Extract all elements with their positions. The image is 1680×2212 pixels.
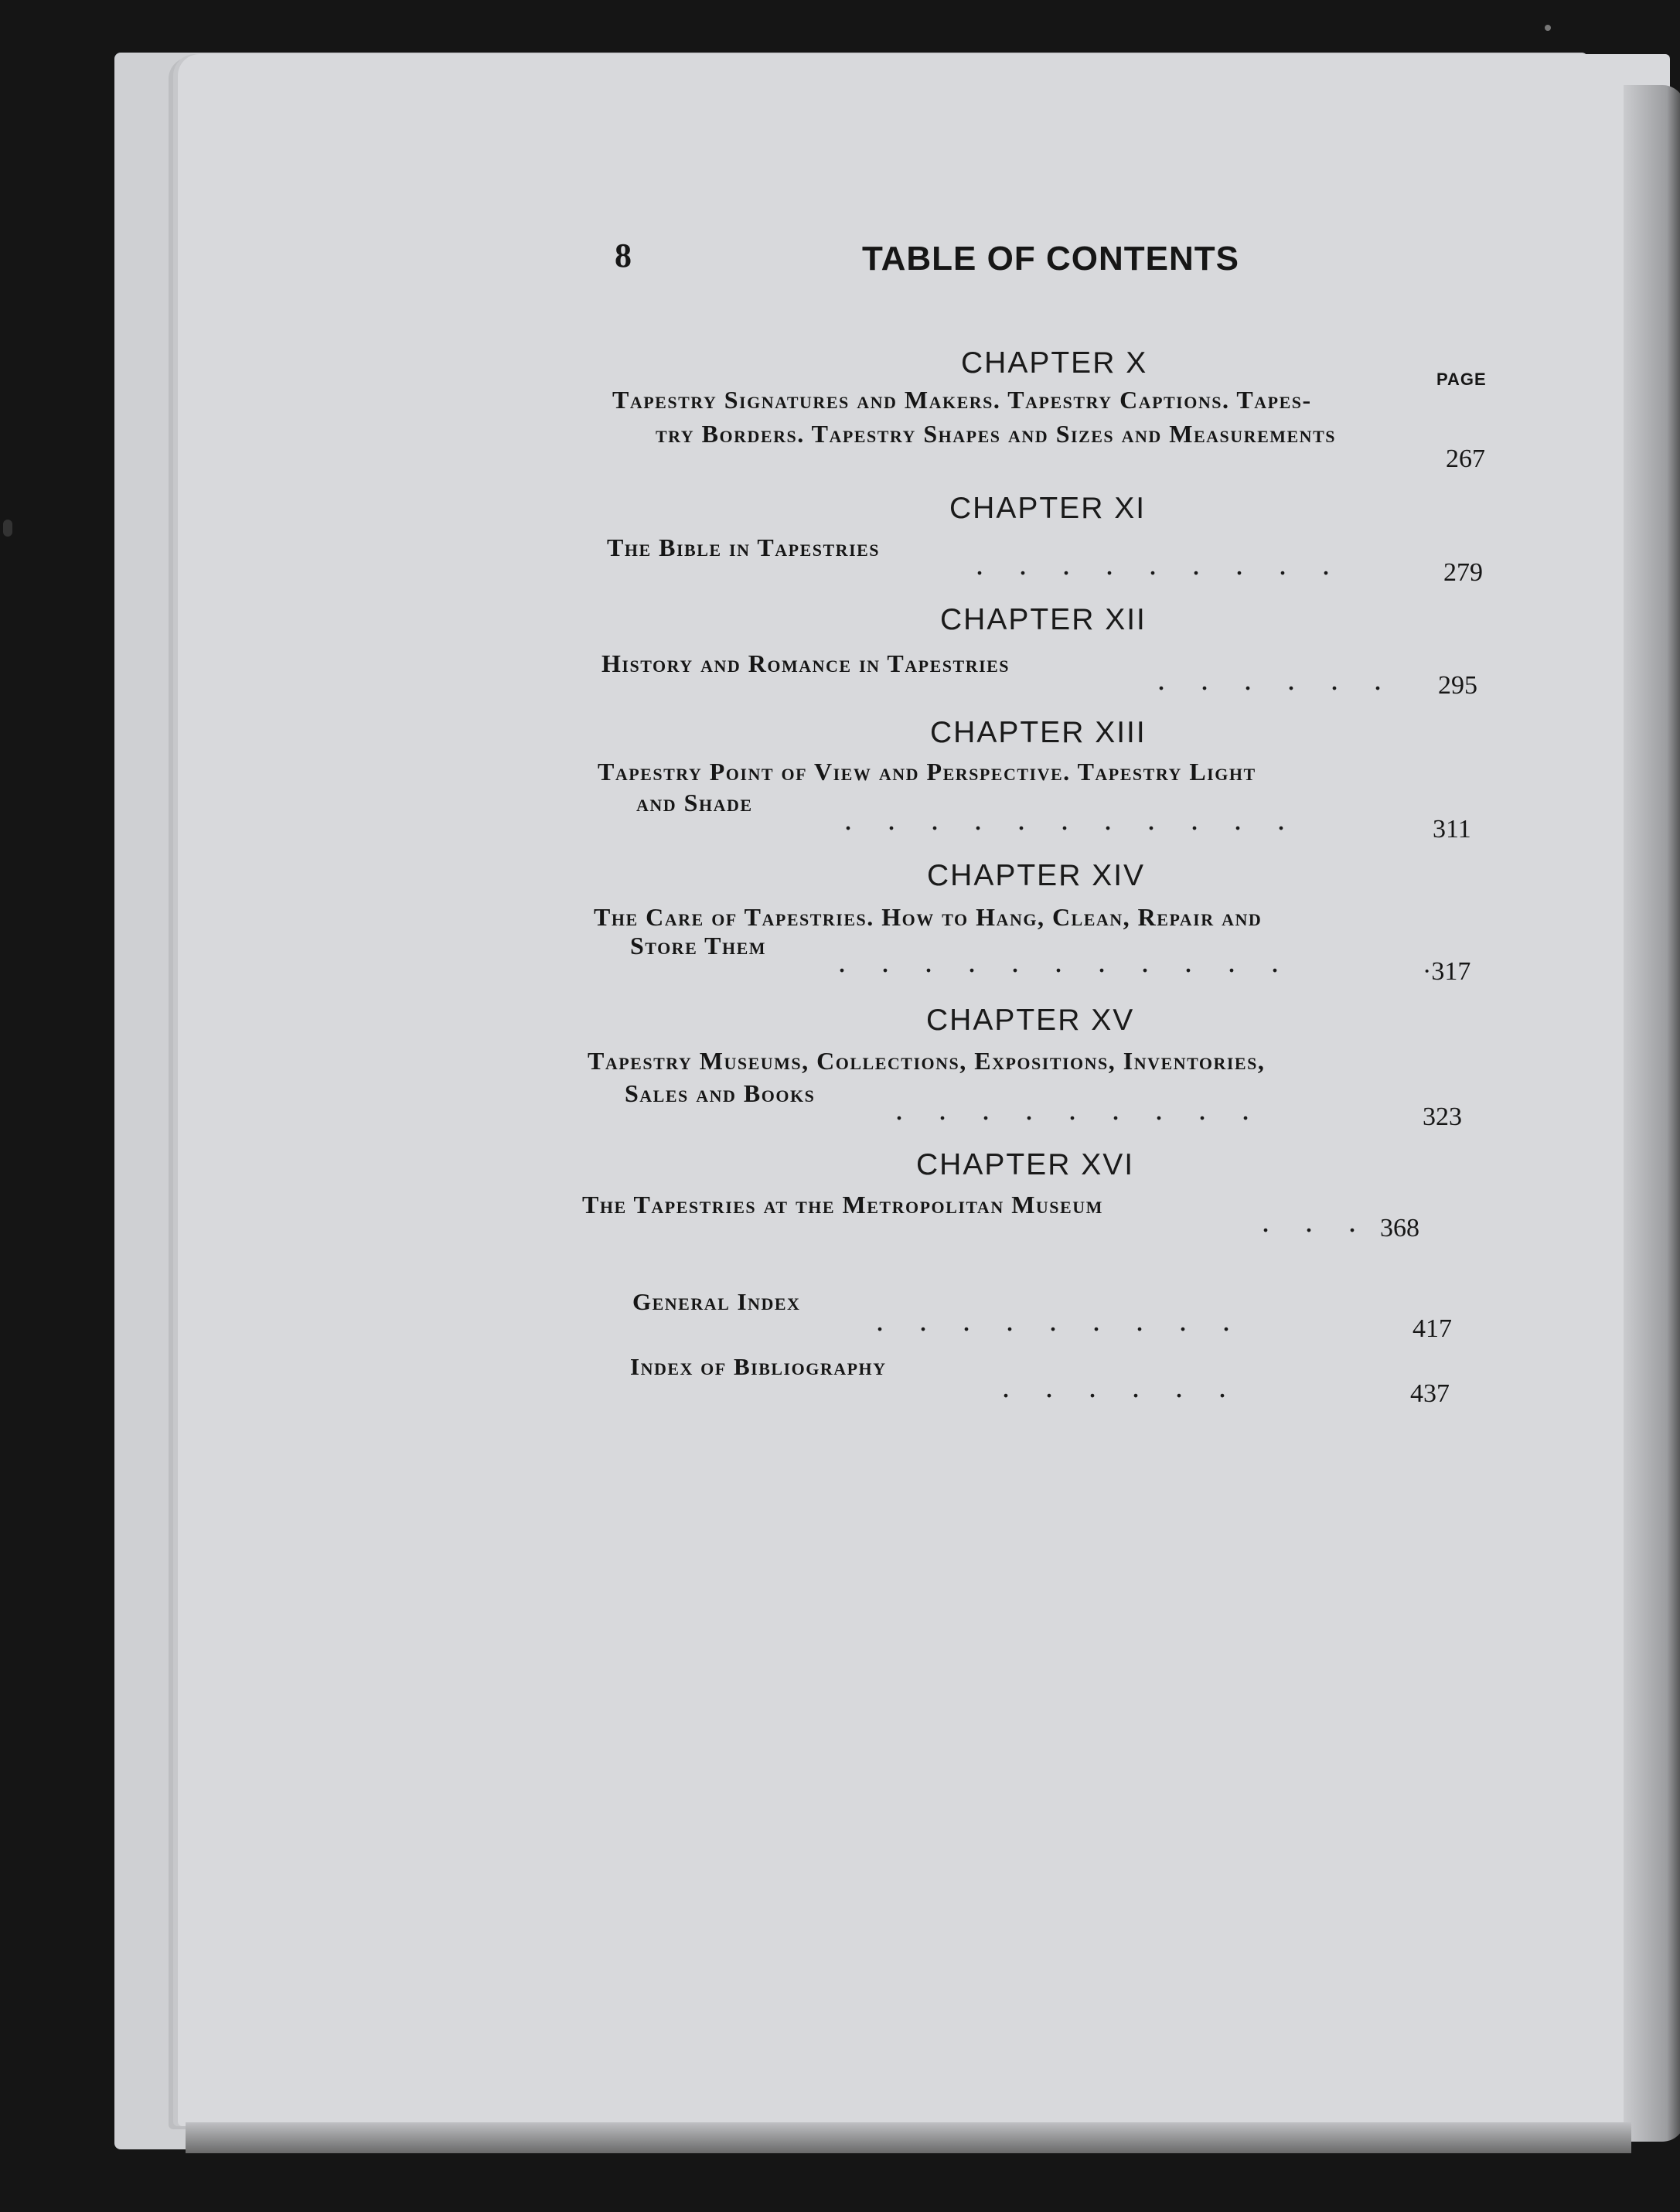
page-ref: 279 [1443,558,1483,587]
page-ref: 368 [1380,1214,1419,1242]
dot-leader: ...... [1157,662,1417,697]
page-ref: 437 [1410,1379,1450,1408]
page-ref: 323 [1423,1103,1462,1131]
running-head: TABLE OF CONTENTS [862,240,1239,278]
chapter-heading: CHAPTER XV [926,1004,1135,1037]
index-title: Index of Bibliography [630,1353,887,1380]
scan-speck [3,520,12,537]
page-bottom-edge [186,2122,1631,2153]
page-edge [1624,85,1680,2142]
chapter-title-line: The Tapestries at the Metropolitan Museum [582,1191,1103,1218]
scan-speck [1545,25,1551,31]
chapter-title-line: Tapestry Museums, Collections, Expositions, Inventories, [588,1047,1266,1075]
page-ref: 311 [1433,815,1471,844]
chapter-heading: CHAPTER XI [949,492,1147,525]
dot-leader: ......... [876,1303,1266,1338]
page-ref: ·317 [1423,957,1471,986]
page-ref: 267 [1446,445,1485,473]
chapter-title-line: and Shade [636,789,753,816]
index-title: General Index [632,1288,801,1315]
chapter-title-line: History and Romance in Tapestries [601,649,1010,677]
chapter-title-line: Tapestry Signatures and Makers. Tapestry Captions. Tapes- [612,386,1312,414]
chapter-title-line: Store Them [630,932,767,959]
dot-leader: ......... [976,547,1365,581]
chapter-title-line: The Bible in Tapestries [607,533,881,561]
chapter-title-line: try Borders. Tapestry Shapes and Sizes and Measurements [656,420,1336,448]
page-number: 8 [615,237,632,274]
page-ref: 295 [1438,671,1477,700]
chapter-title-line: Sales and Books [625,1079,816,1107]
dot-leader: ... [1262,1204,1392,1239]
dot-leader: ......... [895,1092,1285,1126]
chapter-heading: CHAPTER XII [940,603,1147,636]
page-column-label: PAGE [1436,370,1487,389]
dot-leader: ...... [1002,1369,1262,1404]
chapter-title-line: Tapestry Point of View and Perspective. Tapestry Light [598,758,1256,786]
dot-leader: ........... [844,802,1320,837]
page-ref: 417 [1412,1314,1452,1343]
dot-leader: ........... [838,944,1314,979]
chapter-heading: CHAPTER XVI [916,1148,1135,1181]
chapter-heading: CHAPTER XIII [930,716,1147,749]
chapter-heading: CHAPTER X [961,346,1148,380]
chapter-heading: CHAPTER XIV [927,859,1146,892]
chapter-title-line: The Care of Tapestries. How to Hang, Clean, Repair and [594,903,1263,931]
book-page [178,54,1670,2126]
